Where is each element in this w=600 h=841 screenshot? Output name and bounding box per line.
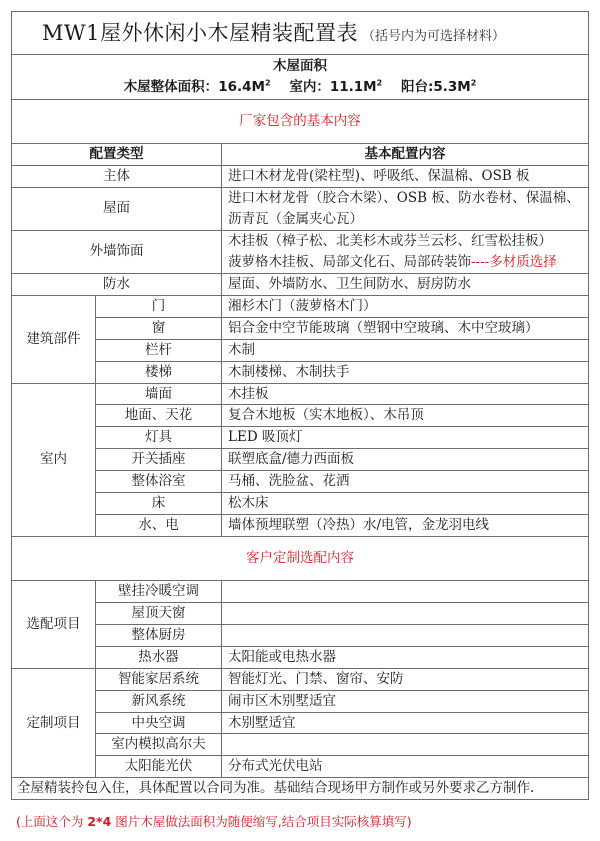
item-name: 太阳能光伏 <box>96 756 222 778</box>
row-type: 外墙饰面 <box>12 230 222 273</box>
item-content: 太阳能或电热水器 <box>222 646 589 668</box>
item-content: 木制 <box>222 339 589 361</box>
group-category: 室内 <box>12 383 96 536</box>
area-values <box>12 77 588 98</box>
item-content <box>222 624 589 646</box>
content-line <box>228 252 588 273</box>
row-content: 进口木材龙骨(梁柱型)、呼吸纸、保温棉、OSB 板 <box>222 166 589 188</box>
unit-superscript: 2 <box>470 78 477 88</box>
group-category: 建筑部件 <box>12 295 96 383</box>
item-content <box>222 602 589 624</box>
item-name: 整体厨房 <box>96 624 222 646</box>
item-name: 墙面 <box>96 383 222 405</box>
item-name: 栏杆 <box>96 339 222 361</box>
item-name: 智能家居系统 <box>96 668 222 690</box>
table-row <box>12 230 589 273</box>
title-cell <box>12 12 589 55</box>
table-row <box>12 580 589 602</box>
table-row <box>12 449 589 471</box>
table-row <box>12 317 589 339</box>
balcony-area-label: 阳台: <box>400 79 434 95</box>
content-line: 木挂板（樟子松、北美杉木或芬兰云杉、红雪松挂板） <box>228 233 552 249</box>
table-row <box>12 734 589 756</box>
table-row <box>12 383 589 405</box>
content-text: 菠萝格木挂板、局部文化石、局部砖装饰 <box>228 253 471 270</box>
item-content: 湘杉木门（菠萝格木门） <box>222 295 589 317</box>
table-row <box>12 624 589 646</box>
table-row <box>12 602 589 624</box>
item-name: 窗 <box>96 317 222 339</box>
table-row <box>12 405 589 427</box>
item-name: 灯具 <box>96 427 222 449</box>
item-name: 中央空调 <box>96 712 222 734</box>
item-content: 墙体预埋联塑（冷热）水/电管，金龙羽电线 <box>222 515 589 537</box>
table-row <box>12 361 589 383</box>
table-row <box>12 295 589 317</box>
item-content: 联塑底盒/德力西面板 <box>222 449 589 471</box>
table-row <box>12 646 589 668</box>
table-row <box>12 273 589 295</box>
item-content: 铝合金中空节能玻璃（塑钢中空玻璃、木中空玻璃） <box>222 317 589 339</box>
item-name: 门 <box>96 295 222 317</box>
item-content <box>222 580 589 602</box>
footer-row <box>12 778 589 800</box>
group-category: 选配项目 <box>12 580 96 668</box>
note-prefix: (上面这个为 <box>16 814 88 829</box>
item-name: 屋顶天窗 <box>96 602 222 624</box>
item-content: LED 吸顶灯 <box>222 427 589 449</box>
table-row <box>12 668 589 690</box>
content-line: 沥青瓦（金属夹心瓦） <box>228 210 363 227</box>
content-line: 进口木材龙骨（胶合木梁）、OSB 板、防水卷材、保温棉、 <box>228 190 580 206</box>
row-type: 防水 <box>12 273 222 295</box>
table-row <box>12 427 589 449</box>
section-banner-custom <box>12 536 589 580</box>
table-row <box>12 493 589 515</box>
item-name: 热水器 <box>96 646 222 668</box>
section-banner-basic <box>12 100 589 144</box>
area-cell <box>12 55 589 100</box>
banner-basic: 厂家包含的基本内容 <box>12 100 589 144</box>
area-heading: 木屋面积 <box>273 58 327 75</box>
header-config-content: 基本配置内容 <box>222 144 589 166</box>
header-row <box>12 144 589 166</box>
area-row <box>12 55 589 100</box>
item-content: 松木床 <box>222 493 589 515</box>
row-content <box>222 187 589 230</box>
table-row <box>12 756 589 778</box>
item-name: 室内模拟高尔夫 <box>96 734 222 756</box>
multi-material-note: ----多材质选择 <box>471 253 557 270</box>
banner-custom: 客户定制选配内容 <box>12 536 589 580</box>
table-row <box>12 187 589 230</box>
red-note <box>16 812 412 830</box>
page-subtitle: （括号内为可选择材料） <box>361 28 505 44</box>
title-row <box>12 12 589 55</box>
row-content: 屋面、外墙防水、卫生间防水、厨房防水 <box>222 273 589 295</box>
row-type: 主体 <box>12 166 222 188</box>
item-name: 开关插座 <box>96 449 222 471</box>
group-category: 定制项目 <box>12 668 96 778</box>
row-type: 屋面 <box>12 187 222 230</box>
page-title: MW1屋外休闲小木屋精装配置表 <box>42 20 358 45</box>
item-name: 楼梯 <box>96 361 222 383</box>
item-name: 地面、天花 <box>96 405 222 427</box>
note-suffix: 图片木屋做法面积为随便缩写,结合项目实际核算填写) <box>111 814 412 829</box>
table-row <box>12 712 589 734</box>
note-dimension: 2*4 <box>87 814 112 829</box>
row-content <box>222 230 589 273</box>
config-table <box>11 11 589 800</box>
header-config-type: 配置类型 <box>12 144 222 166</box>
item-content: 闹市区木别墅适宜 <box>222 690 589 712</box>
item-content: 复合木地板（实木地板）、木吊顶 <box>222 405 589 427</box>
item-name: 整体浴室 <box>96 471 222 493</box>
item-content: 智能灯光、门禁、窗帘、安防 <box>222 668 589 690</box>
indoor-area-label: 室内： <box>289 79 330 95</box>
balcony-area-value: 5.3M <box>433 79 471 95</box>
item-name: 床 <box>96 493 222 515</box>
table-row <box>12 339 589 361</box>
indoor-area-value: 11.1M <box>329 79 377 95</box>
table-row <box>12 166 589 188</box>
total-area-value: 16.4M <box>218 79 265 95</box>
item-content <box>222 734 589 756</box>
item-content: 木别墅适宜 <box>222 712 589 734</box>
item-content: 分布式光伏电站 <box>222 756 589 778</box>
item-name: 新风系统 <box>96 690 222 712</box>
table-row <box>12 471 589 493</box>
item-content: 木制楼梯、木制扶手 <box>222 361 589 383</box>
item-content: 木挂板 <box>222 383 589 405</box>
total-area-label: 木屋整体面积： <box>123 79 219 95</box>
table-row <box>12 515 589 537</box>
item-name: 壁挂冷暖空调 <box>96 580 222 602</box>
footer-text: 全屋精装拎包入住，具体配置以合同为准。基础结合现场甲方制作或另外要求乙方制作. <box>12 778 589 800</box>
table-row <box>12 690 589 712</box>
item-content: 马桶、洗脸盆、花洒 <box>222 471 589 493</box>
unit-superscript: 2 <box>376 78 383 88</box>
unit-superscript: 2 <box>264 78 271 88</box>
config-sheet <box>11 11 588 800</box>
item-name: 水、电 <box>96 515 222 537</box>
